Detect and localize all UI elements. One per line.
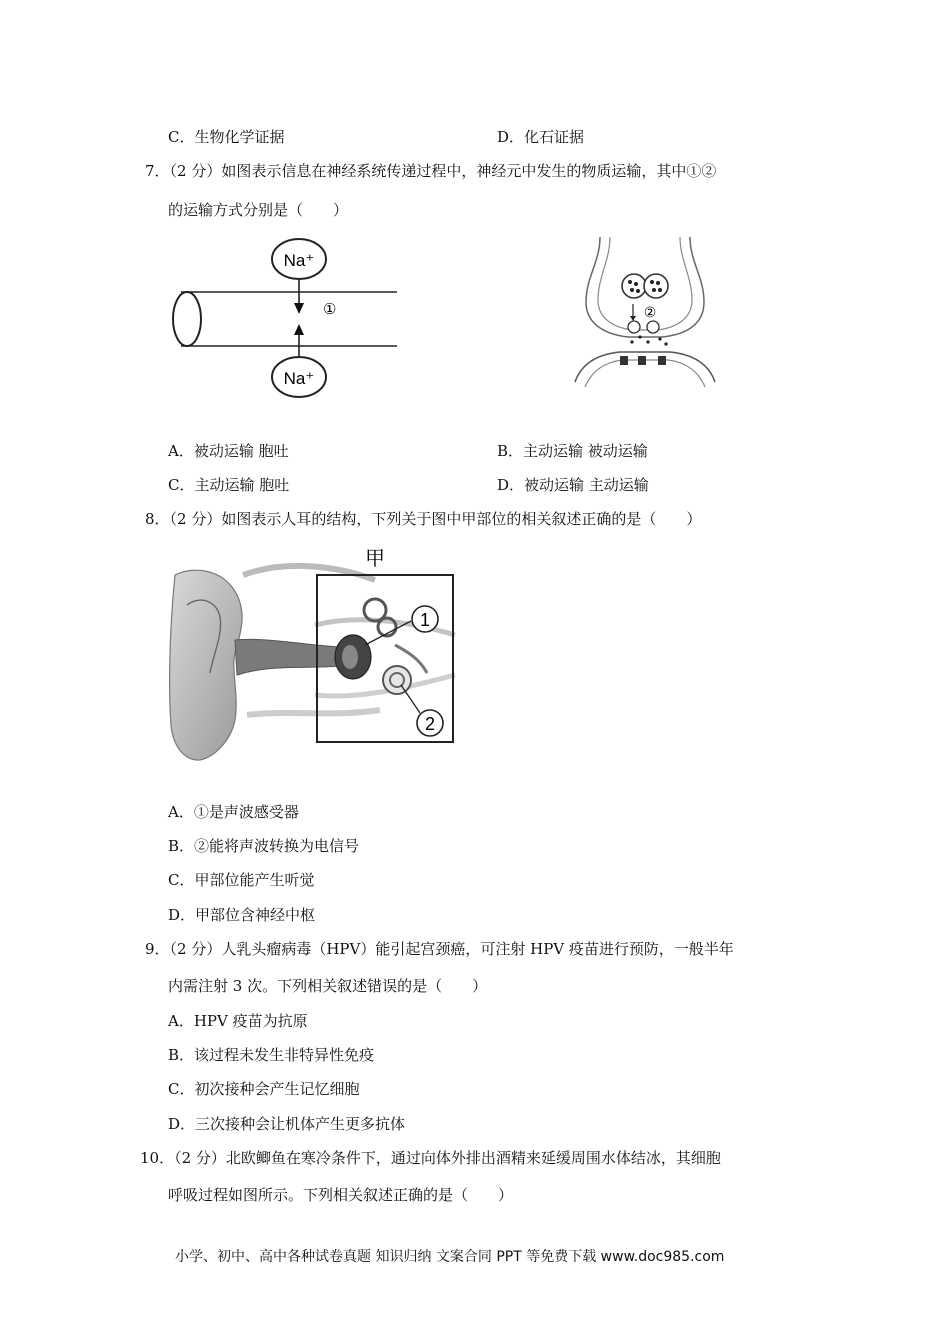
q7-option-d: D．被动运输 主动运输 [497,476,649,494]
q8-ear-figure [165,535,460,765]
q7-label-1: ① [323,301,337,318]
q8-option-c: C．甲部位能产生听觉 [168,871,315,889]
q8-label-1: 1 [419,610,431,630]
q7-axon-figure [165,225,405,405]
q8-option-a: A．①是声波感受器 [168,803,299,821]
q6-option-c: C．生物化学证据 [168,128,285,146]
q7-na-ion-bottom: Na⁺ [283,369,315,388]
q6-option-d: D．化石证据 [497,128,585,146]
q9-option-d: D．三次接种会让机体产生更多抗体 [168,1115,406,1133]
q8-stem-line1: 8．（2 分）如图表示人耳的结构，下列关于图中甲部位的相关叙述正确的是（ ） [145,510,702,528]
q9-option-b: B．该过程未发生非特异性免疫 [168,1046,375,1064]
q7-arrow-up-icon [294,324,304,335]
q9-option-a: A．HPV 疫苗为抗原 [168,1012,308,1030]
q10-stem-line1: 10．（2 分）北欧鲫鱼在寒冷条件下，通过向体外排出酒精来延缓周围水体结冰，其细胞 [140,1149,721,1167]
q9-option-c: C．初次接种会产生记忆细胞 [168,1080,360,1098]
q8-region-jia-label: 甲 [365,548,385,570]
q10-stem-line2: 呼吸过程如图所示。下列相关叙述正确的是（ ） [168,1186,514,1204]
q7-option-b: B．主动运输 被动运输 [497,442,648,460]
q7-option-a: A．被动运输 胞吐 [168,442,289,460]
q7-label-2: ② [643,304,657,320]
q9-stem-line2: 内需注射 3 次。下列相关叙述错误的是（ ） [168,977,488,995]
q7-na-ion-top: Na⁺ [283,251,315,270]
q7-stem-line1: 7．（2 分）如图表示信息在神经系统传递过程中，神经元中发生的物质运输，其中①② [145,162,717,180]
q8-label-2: 2 [424,714,436,734]
q8-option-b: B．②能将声波转换为电信号 [168,837,360,855]
q9-stem-line1: 9．（2 分）人乳头瘤病毒（HPV）能引起宫颈癌，可注射 HPV 疫苗进行预防，一般半年 [145,940,734,958]
q7-synapse-figure [570,232,720,392]
q7-option-c: C．主动运输 胞吐 [168,476,290,494]
q7-arrow-down-icon [294,303,304,314]
page-footer: 小学、初中、高中各种试卷真题 知识归纳 文案合同 PPT 等免费下载 www.doc985.com [175,1249,725,1265]
q8-option-d: D．甲部位含神经中枢 [168,906,316,924]
q7-stem-line2: 的运输方式分别是（ ） [168,201,349,219]
